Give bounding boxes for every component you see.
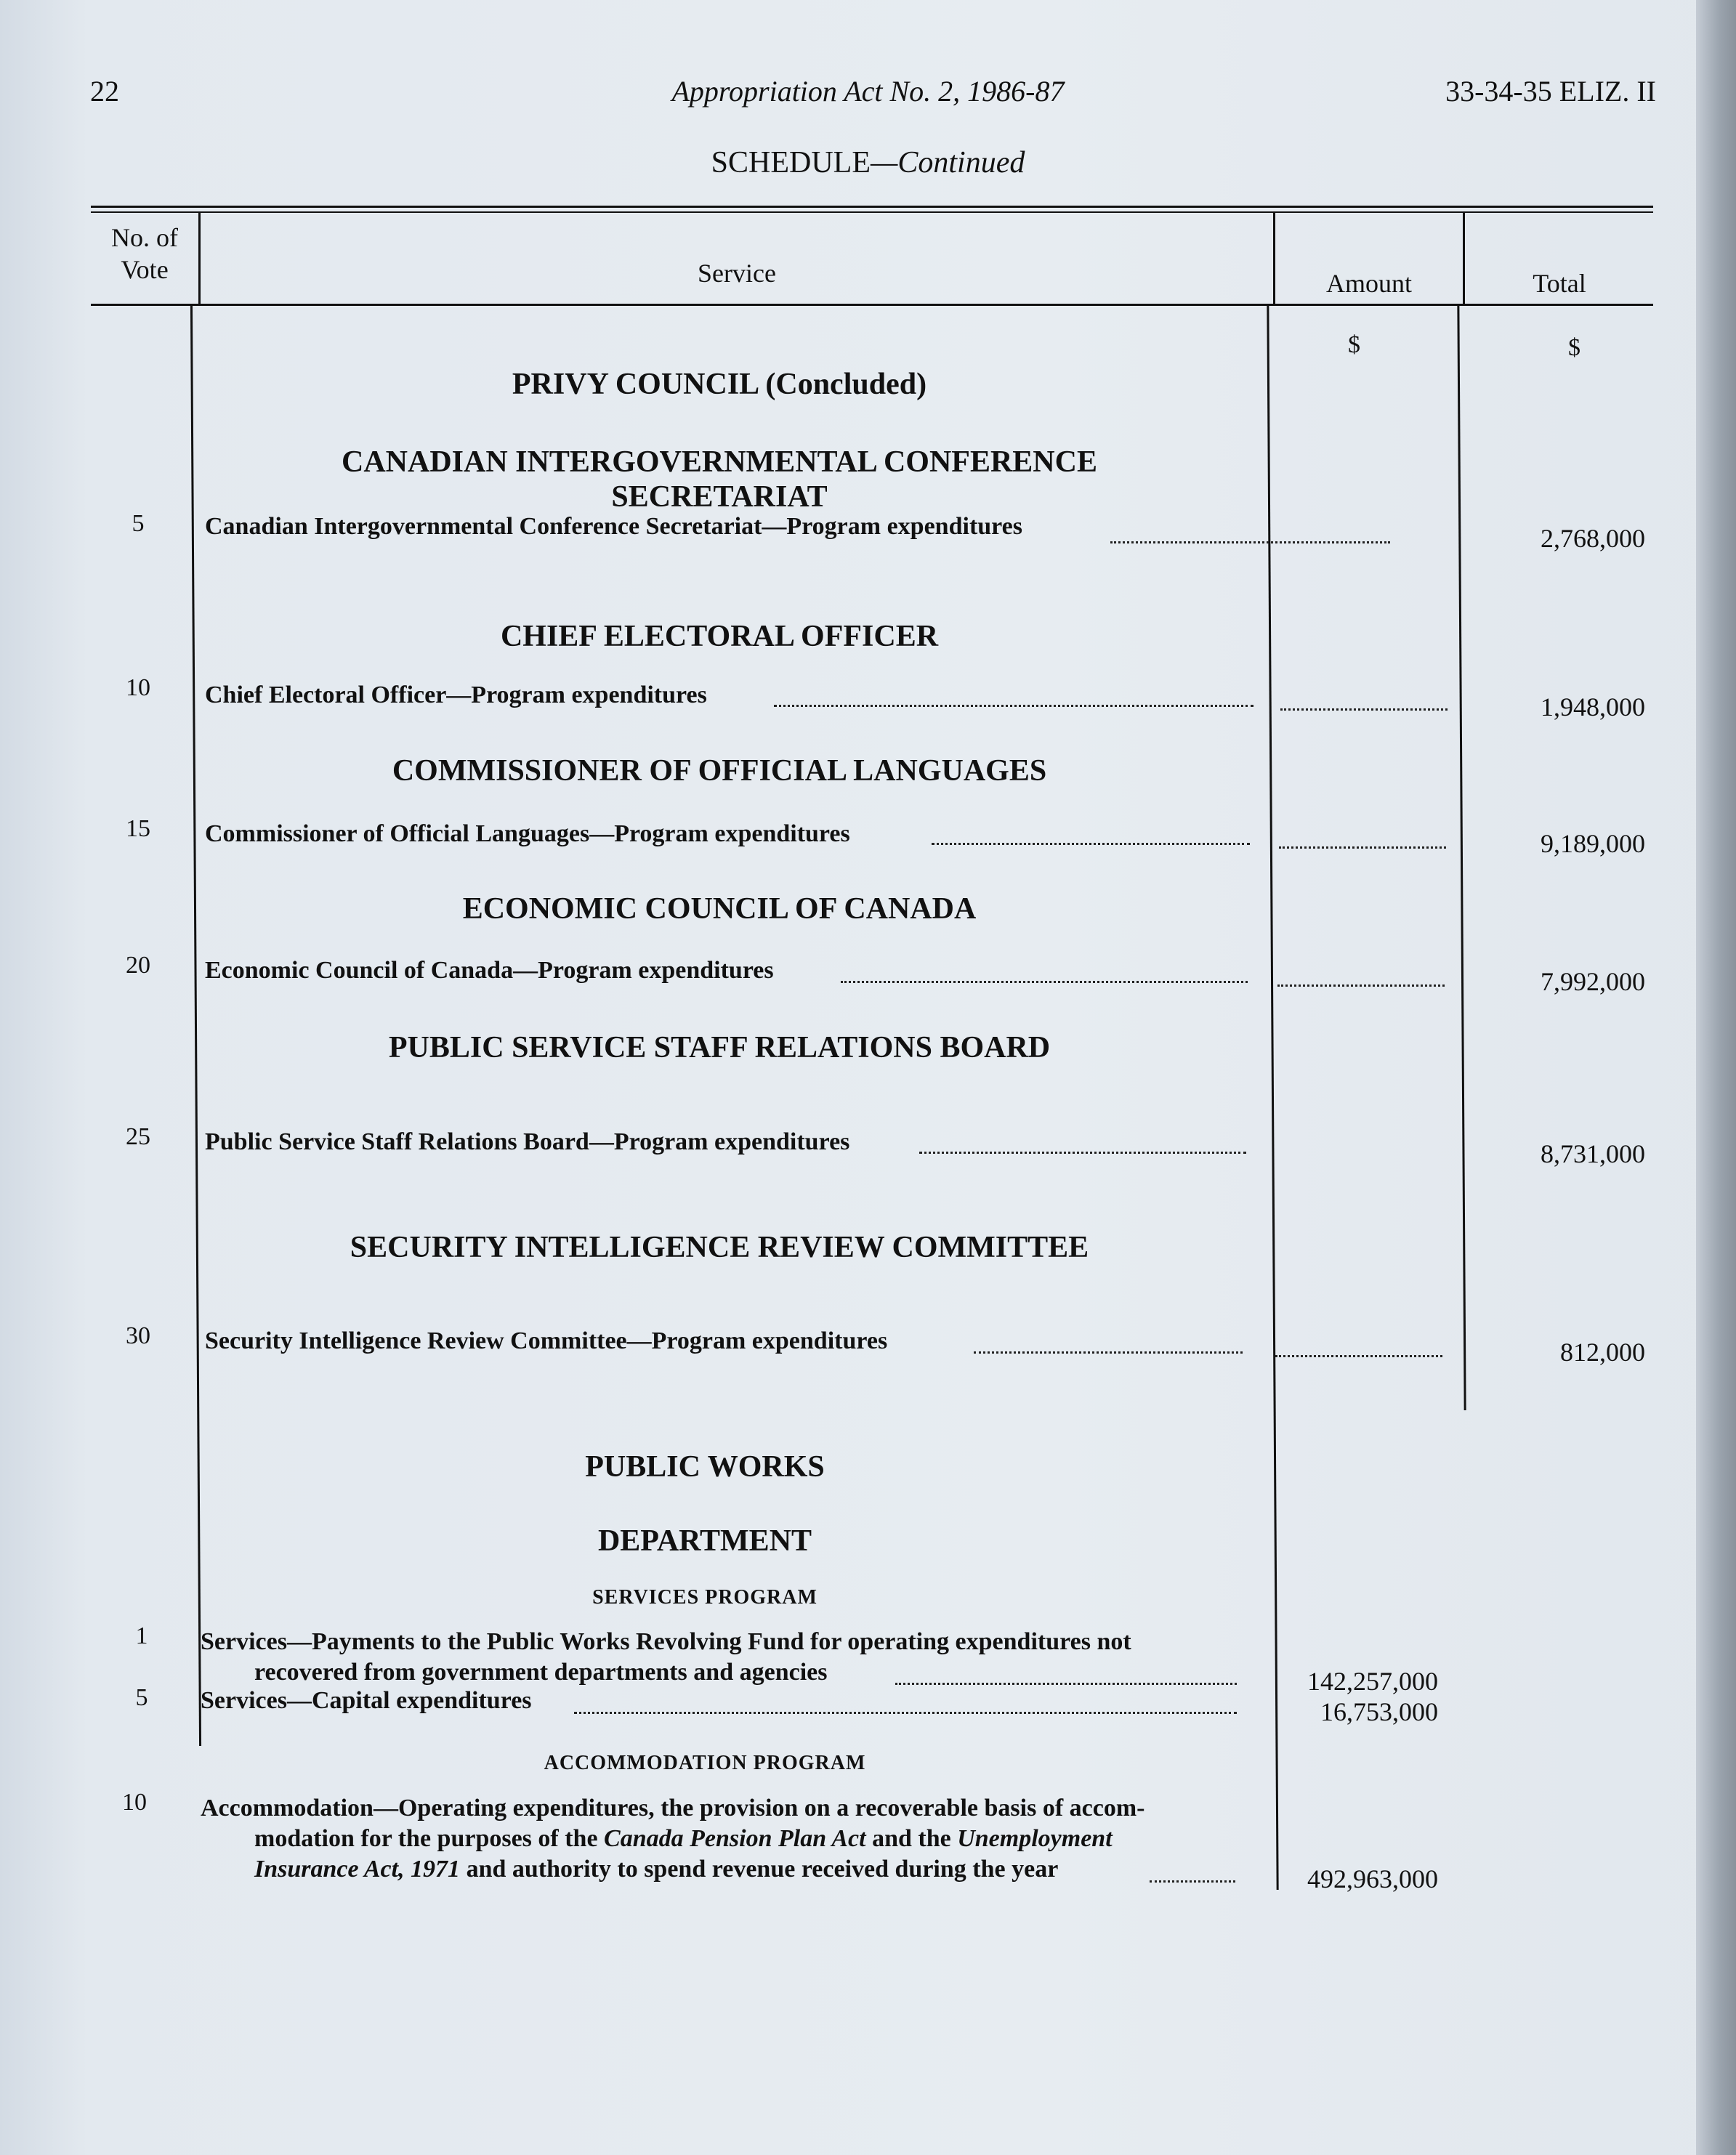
section-heading: SECURITY INTELLIGENCE REVIEW COMMITTEE <box>350 1231 1089 1264</box>
section-heading: PUBLIC SERVICE STAFF RELATIONS BOARD <box>388 1031 1051 1064</box>
public-works-heading: PUBLIC WORKS <box>585 1450 825 1484</box>
col-header-vote: No. of Vote <box>111 223 178 284</box>
department-heading: DEPARTMENT <box>597 1524 812 1558</box>
service-description: Chief Electoral Officer—Program expenditures <box>205 682 707 708</box>
vote-total: 8,731,000 <box>1541 1139 1645 1168</box>
vote-number: 5 <box>132 510 145 537</box>
leader-dots <box>1280 708 1448 711</box>
section-heading: CANADIAN INTERGOVERNMENTAL CONFERENCE SECRETARIAT <box>342 445 1097 514</box>
vote-total: 1,948,000 <box>1541 692 1645 721</box>
vote-number: 10 <box>126 674 150 701</box>
service-description: Services—Payments to the Public Works Revolving Fund for operating expenditures not <box>201 1628 1131 1655</box>
header-bottom-rule <box>91 304 1653 306</box>
service-description: Canadian Intergovernmental Conference Secretariat—Program expenditures <box>205 513 1022 540</box>
leader-dots <box>1275 1355 1442 1357</box>
table-top-rule-2 <box>91 211 1653 213</box>
leader-dots <box>774 705 1253 707</box>
col-header-total: Total <box>1533 269 1586 298</box>
page-gutter <box>1696 0 1736 2155</box>
running-title: Appropriation Act No. 2, 1986-87 <box>671 75 1065 108</box>
service-description: Security Intelligence Review Committee—Program expenditures <box>205 1327 888 1354</box>
service-description: Accommodation—Operating expenditures, the provision on a recoverable basis of accom- <box>201 1795 1145 1822</box>
leader-dots <box>895 1683 1237 1685</box>
service-description-cont: modation for the purposes of the Canada Pension Plan Act and the Unemployment <box>254 1825 1113 1852</box>
leader-dots <box>841 981 1248 983</box>
leader-dots <box>1150 1880 1235 1883</box>
services-program-heading: SERVICES PROGRAM <box>592 1586 817 1609</box>
vote-number: 10 <box>122 1789 147 1816</box>
service-description: Commissioner of Official Languages—Program expenditures <box>205 820 850 847</box>
total-unit: $ <box>1568 334 1580 361</box>
vote-number: 1 <box>135 1622 148 1649</box>
vote-total: 2,768,000 <box>1541 524 1645 553</box>
service-description: Public Service Staff Relations Board—Program expenditures <box>205 1128 850 1155</box>
leader-dots <box>574 1712 1237 1714</box>
col-header-amount: Amount <box>1325 269 1412 298</box>
item-amount: 142,257,000 <box>1307 1667 1438 1696</box>
section-heading: CHIEF ELECTORAL OFFICER <box>500 620 939 653</box>
service-description-cont: Insurance Act, 1971 and authority to spend revenue received during the year <box>254 1856 1059 1883</box>
vote-total: 812,000 <box>1560 1338 1645 1367</box>
service-description-cont: recovered from government departments and agencies <box>254 1659 828 1686</box>
vote-number: 20 <box>126 952 150 979</box>
service-description: Services—Capital expenditures <box>201 1687 532 1714</box>
privy-council-heading: PRIVY COUNCIL (Concluded) <box>512 368 927 401</box>
vote-number: 30 <box>126 1322 150 1349</box>
vote-number: 5 <box>135 1684 148 1711</box>
citation: 33-34-35 ELIZ. II <box>1445 75 1656 108</box>
section-heading: COMMISSIONER OF OFFICIAL LANGUAGES <box>392 754 1047 788</box>
leader-dots <box>919 1152 1246 1154</box>
service-description: Economic Council of Canada—Program expenditures <box>205 957 774 984</box>
leader-dots <box>932 843 1250 845</box>
schedule-title: SCHEDULE—Continued <box>711 146 1025 179</box>
page-number: 22 <box>90 75 119 108</box>
vote-number: 25 <box>126 1123 150 1150</box>
leader-dots <box>974 1351 1243 1354</box>
col-header-service: Service <box>698 259 776 288</box>
vote-total: 9,189,000 <box>1541 829 1645 858</box>
section-heading: ECONOMIC COUNCIL OF CANADA <box>462 892 977 926</box>
leader-dots <box>1279 846 1446 849</box>
item-amount: 16,753,000 <box>1320 1697 1438 1726</box>
leader-dots <box>1110 541 1390 543</box>
vote-total: 7,992,000 <box>1541 967 1645 996</box>
leader-dots <box>1277 984 1445 987</box>
accommodation-program-heading: ACCOMMODATION PROGRAM <box>544 1752 866 1774</box>
item-amount: 492,963,000 <box>1307 1864 1438 1893</box>
amount-unit: $ <box>1348 331 1360 358</box>
table-top-rule <box>91 206 1653 208</box>
vote-number: 15 <box>126 815 150 842</box>
